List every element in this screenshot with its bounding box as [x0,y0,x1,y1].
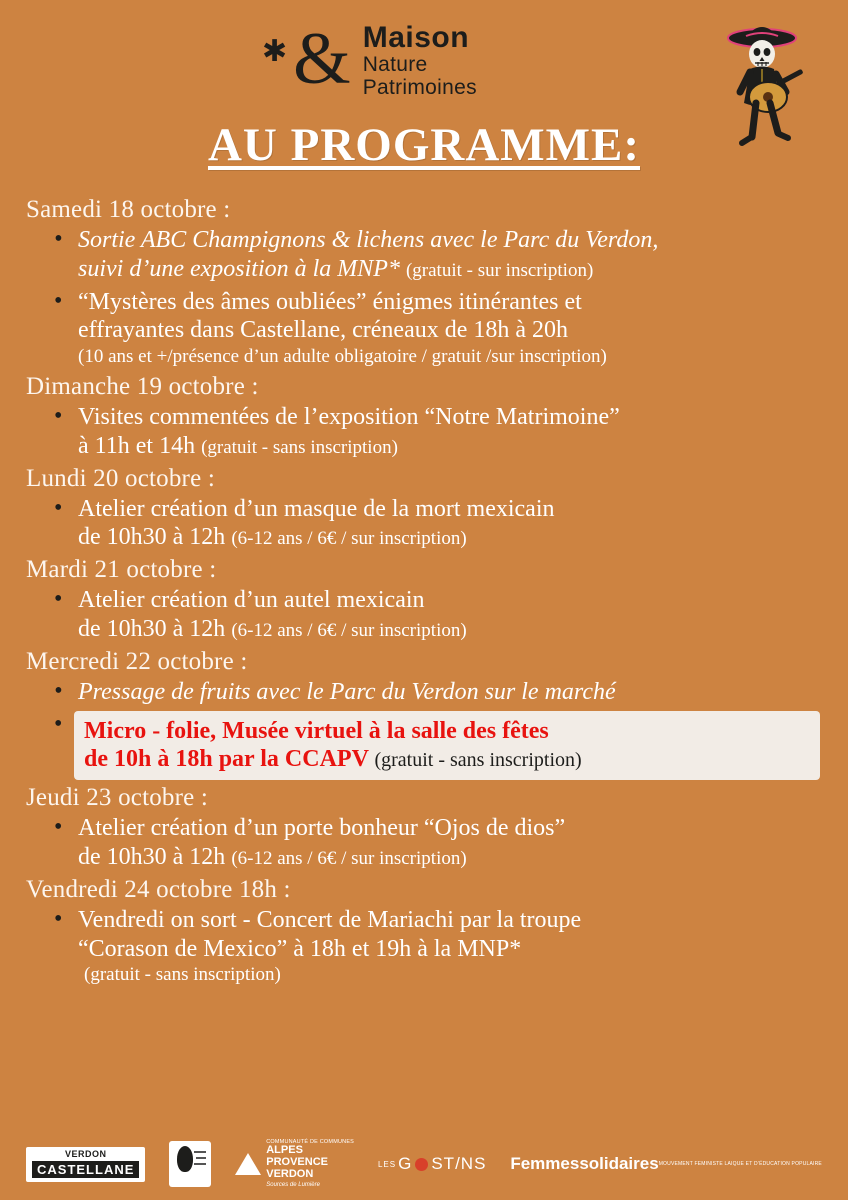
entry-note: (gratuit - sur inscription) [405,259,594,281]
entry-line-2: de 10h à 18h par la CCAPV [84,745,369,772]
entry-line-2: à 11h et 14h [78,432,196,459]
triangle-icon [235,1153,261,1175]
ccapv-line-4: VERDON [266,1167,314,1180]
entry-note: (6-12 ans / 6€ / sur inscription) [231,528,467,550]
ccapv-line-5: Sources de Lumière [266,1182,320,1189]
entry-line-2-wrap [84,745,810,773]
logo-line-patrimoines: Patrimoines [362,76,477,100]
entry-note: (gratuit - sans inscription) [374,748,582,771]
entry-line-2: de 10h30 à 12h [78,524,226,551]
gastins-name-rest: ST/NS [431,1154,487,1173]
entry-line-1: • Atelier création d’un masque de la mort mexicain [78,495,555,522]
logo-verdon-castellane [26,1136,145,1192]
logo-partner-bw [169,1136,211,1192]
list-item [50,226,822,284]
mariachi-skeleton-icon [710,14,820,174]
list-item [50,586,822,644]
day-heading: Samedi 18 octobre : [26,196,231,223]
entry-line-2: de 10h30 à 12h [78,843,226,870]
list-item [50,495,822,553]
maison-nature-patrimoines-logo [262,17,477,100]
poster-header [0,0,848,118]
day-block [26,784,822,872]
day-block [26,465,822,553]
day-heading: Vendredi 24 octobre 18h : [26,875,291,903]
femmes-line-1: Femmes [510,1154,580,1174]
day-entries [26,678,822,780]
ccapv-line-1: COMMUNAUTÉ DE COMMUNES [266,1138,355,1145]
bar-line-icon [194,1163,206,1165]
entry-note: (10 ans et +/présence d’un adulte obligatoire / gratuit /sur inscription) [78,346,607,368]
day-entries [26,226,822,369]
femmes-line-2: solidaires [579,1154,659,1174]
castellane-top-text: VERDON [64,1148,107,1159]
entry-line-2-wrap [78,255,822,284]
asterisk-icon: ✱ [262,34,288,68]
list-item [50,403,822,461]
castellane-badge [26,1147,145,1182]
entry-line-2-wrap [78,615,822,644]
list-item [50,906,822,987]
femmes-line-3: MOUVEMENT FEMINISTE LAIQUE ET D’ÉDUCATION POPULAIRE [658,1161,822,1168]
day-entries [26,495,822,553]
page-title: AU PROGRAMME: [207,119,640,171]
logo-femmes-solidaires [510,1136,822,1192]
bar-line-icon [194,1151,206,1153]
day-block [26,373,822,461]
entry-line-1: • Micro - folie, Musée virtuel à la salle des fêtes [84,717,549,744]
logo-les-gastins [378,1136,486,1192]
day-heading: Mardi 21 octobre : [26,556,217,584]
blob-shape-icon [177,1146,193,1172]
day-heading: Dimanche 19 octobre : [26,372,259,400]
day-entries [26,906,822,987]
entry-line-1: • Atelier création d’un autel mexicain [78,587,425,614]
highlight-text [84,717,810,774]
entry-line-2-wrap [78,432,822,461]
ccapv-line-2: ALPES [266,1144,303,1157]
entry-note: (6-12 ans / 6€ / sur inscription) [231,847,467,869]
bw-mark-icon [169,1141,211,1187]
logo-line-maison: Maison [362,21,470,54]
entry-line-2: suivi d’une exposition à la MNP* [78,255,400,282]
entry-note: (6-12 ans / 6€ / sur inscription) [231,619,467,641]
program-list [0,178,848,987]
castellane-bottom-text: CASTELLANE [32,1161,139,1178]
day-block [26,876,822,987]
entry-line-1: • Visites commentées de l’exposition “Notre Matrimoine” [78,403,620,430]
entry-line-2: de 10h30 à 12h [78,615,226,642]
day-heading: Jeudi 23 octobre : [26,784,209,812]
micro-folie-callout [74,711,820,781]
entry-line-2: effrayantes dans Castellane, créneaux de 18h à 20h [78,317,569,344]
day-entries [26,403,822,461]
logo-ccapv [235,1136,354,1192]
day-block [26,556,822,644]
entry-note: (gratuit - sans inscription) [84,964,281,986]
entry-line-1: • Atelier création d’un porte bonheur “Ojos de dios” [78,815,566,842]
footer-partner-logos [0,1128,848,1200]
list-item-highlighted [50,711,822,781]
gastins-name: G [398,1154,413,1173]
entry-line-1: • “Mystères des âmes oubliées” énigmes itinérantes et [78,288,582,315]
day-entries [26,814,822,872]
list-item [50,814,822,872]
day-block [26,196,822,369]
ampersand-mark: & [293,17,351,100]
gastins-prefix: LES [377,1159,397,1169]
entry-line-1: • Vendredi on sort - Concert de Mariachi par la troupe [78,906,582,933]
entry-line-2-wrap [78,843,822,872]
logo-line-nature: Nature [362,53,428,77]
logo-wordmark [363,22,477,100]
day-heading: Lundi 20 octobre : [26,464,215,492]
list-item [50,288,822,369]
day-heading: Mercredi 22 octobre : [26,647,248,675]
entry-line-2-wrap [78,523,822,552]
bar-line-icon [196,1157,206,1159]
red-dot-icon [415,1158,428,1171]
entry-note: (gratuit - sans inscription) [201,436,398,458]
ccapv-line-3: PROVENCE [266,1155,328,1168]
entry-line-1: • Sortie ABC Champignons & lichens avec le Parc du Verdon, [78,227,659,253]
entry-line-1: • Pressage de fruits avec le Parc du Verdon sur le marché [78,678,616,705]
entry-line-2: “Corason de Mexico” à 18h et 19h à la MNP* [78,935,522,962]
list-item [50,678,822,707]
ccapv-text [266,1140,354,1189]
day-entries [26,586,822,644]
day-block [26,648,822,780]
